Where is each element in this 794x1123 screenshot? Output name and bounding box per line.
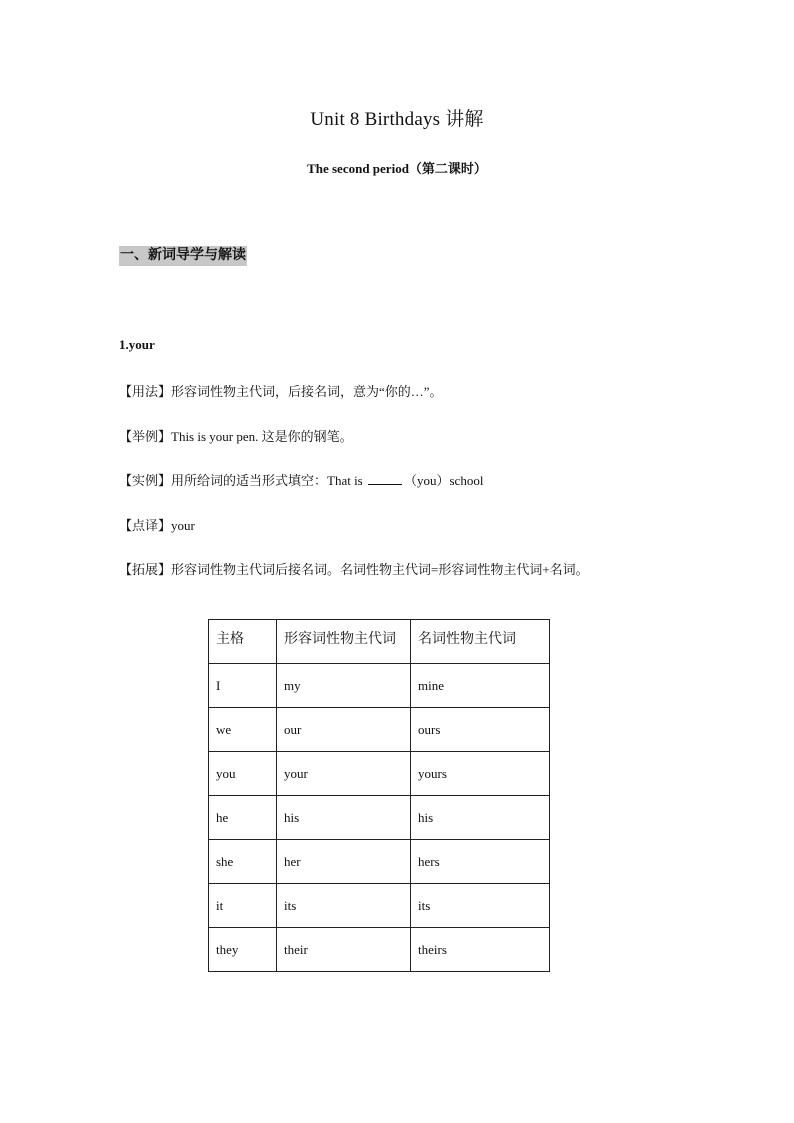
table-cell: I — [209, 664, 277, 708]
pronoun-table — [208, 619, 550, 972]
example-line: 【举例】This is your pen. 这是你的钢笔。 — [119, 429, 353, 444]
table-cell: his — [411, 796, 550, 840]
table-cell: it — [209, 884, 277, 928]
page-title: Unit 8 Birthdays 讲解 — [310, 109, 484, 130]
section-heading: 一、新词导学与解读 — [119, 246, 247, 266]
table-header-row — [209, 620, 550, 664]
table-cell: my — [277, 664, 411, 708]
usage-line: 【用法】形容词性物主代词，后接名词，意为“你的…”。 — [119, 384, 443, 399]
table-cell: its — [277, 884, 411, 928]
table-cell: theirs — [411, 928, 550, 972]
table-cell: our — [277, 708, 411, 752]
table-row — [209, 664, 550, 708]
table-cell: they — [209, 928, 277, 972]
table-cell: you — [209, 752, 277, 796]
table-cell: hers — [411, 840, 550, 884]
exercise-line — [119, 470, 483, 489]
extension-line: 【拓展】形容词性物主代词后接名词。名词性物主代词=形容词性物主代词+名词。 — [119, 562, 589, 577]
table-cell: your — [277, 752, 411, 796]
answer-blank — [368, 472, 402, 485]
table-row — [209, 796, 550, 840]
page-subtitle: The second period（第二课时） — [307, 161, 487, 176]
table-row — [209, 708, 550, 752]
table-cell: mine — [411, 664, 550, 708]
table-cell: its — [411, 884, 550, 928]
exercise-prefix: 【实例】用所给词的适当形式填空：That is — [119, 473, 366, 488]
exercise-suffix: （you）school — [404, 473, 484, 488]
table-header-cell: 主格 — [209, 620, 277, 664]
answer-line: 【点译】your — [119, 518, 195, 533]
table-row — [209, 884, 550, 928]
table-header-cell: 形容词性物主代词 — [277, 620, 411, 664]
table-cell: ours — [411, 708, 550, 752]
table-cell: her — [277, 840, 411, 884]
item-heading: 1.your — [119, 337, 155, 352]
table-cell: she — [209, 840, 277, 884]
table-row — [209, 840, 550, 884]
table-row — [209, 928, 550, 972]
table-header-cell: 名词性物主代词 — [411, 620, 550, 664]
table-row — [209, 752, 550, 796]
table-cell: yours — [411, 752, 550, 796]
table-cell: his — [277, 796, 411, 840]
table-cell: we — [209, 708, 277, 752]
table-cell: he — [209, 796, 277, 840]
table-cell: their — [277, 928, 411, 972]
